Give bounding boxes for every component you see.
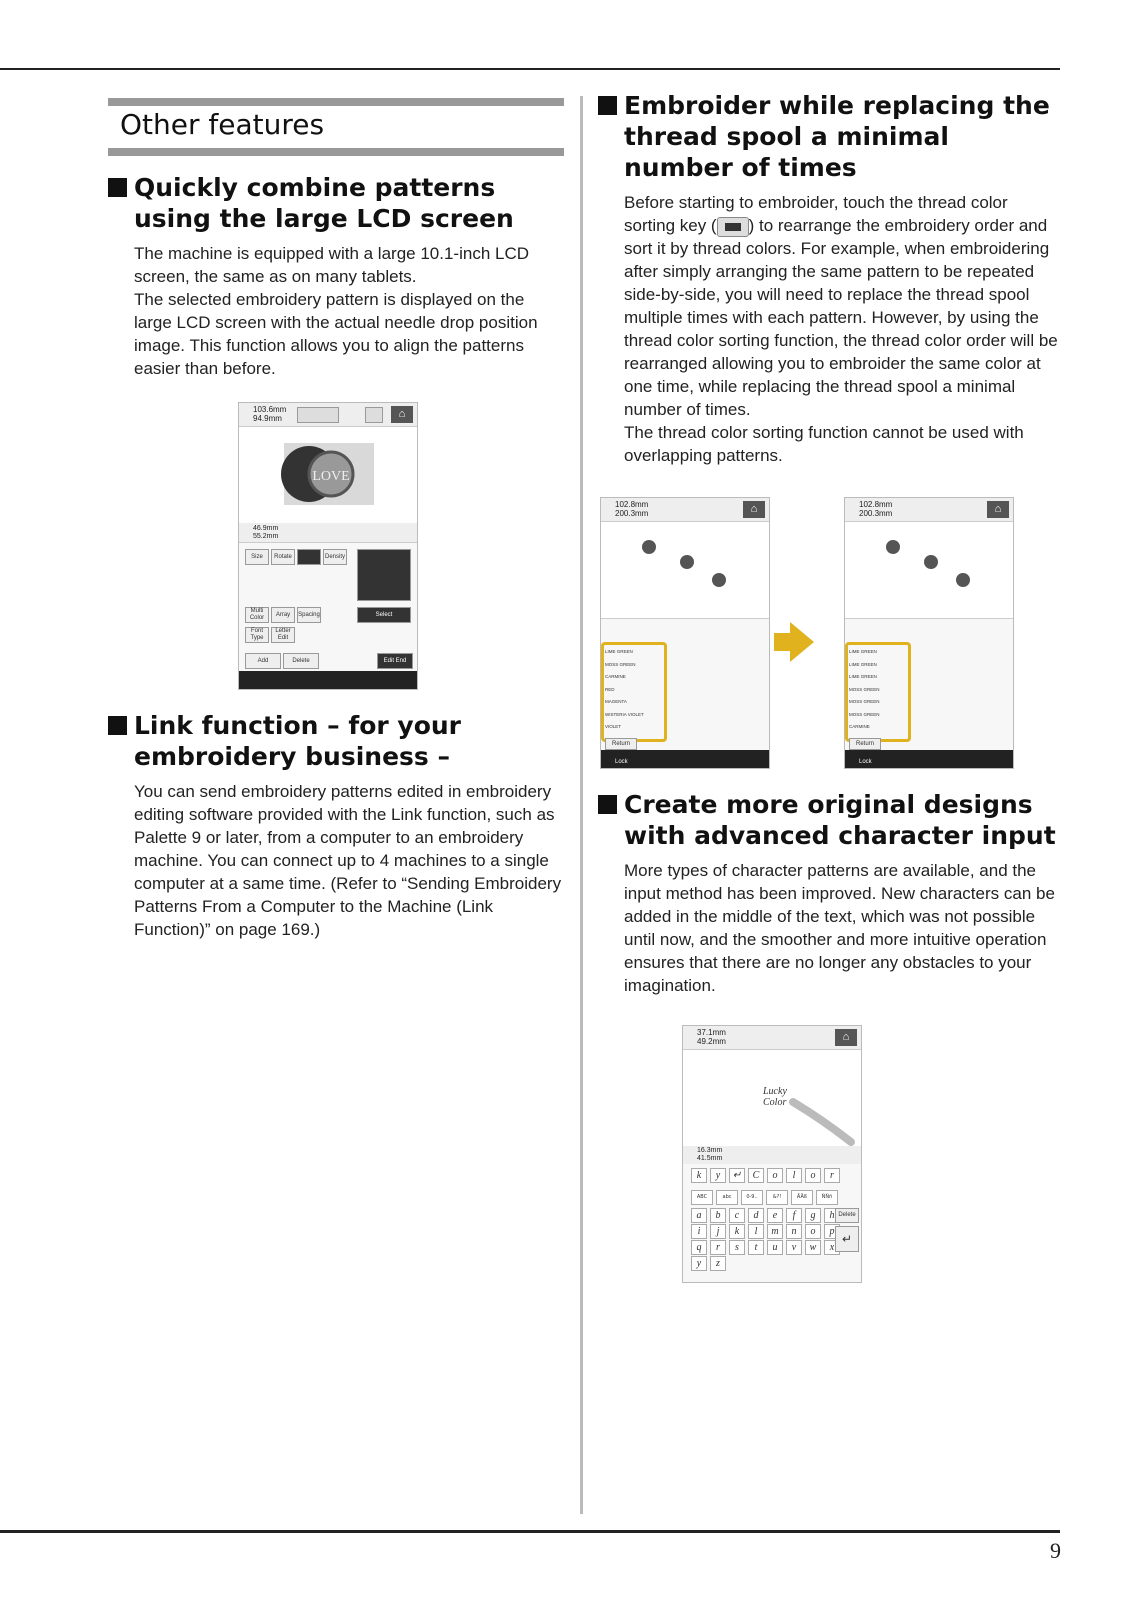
character-type-tab[interactable]: ABC bbox=[691, 1190, 713, 1205]
keyboard-key[interactable]: c bbox=[729, 1208, 745, 1223]
enter-key[interactable]: ↵ bbox=[835, 1226, 859, 1252]
embroidery-canvas[interactable] bbox=[683, 1050, 861, 1147]
keyboard-key[interactable]: l bbox=[748, 1224, 764, 1239]
size-width: 102.8mm bbox=[859, 500, 893, 509]
input-character[interactable]: o bbox=[805, 1168, 821, 1183]
size-width: 102.8mm bbox=[615, 500, 649, 509]
pattern-preview bbox=[239, 427, 417, 523]
design-text: LOVE bbox=[312, 469, 350, 484]
keyboard-key[interactable]: z bbox=[710, 1256, 726, 1271]
home-icon[interactable]: ⌂ bbox=[391, 406, 413, 423]
array-key[interactable]: Array bbox=[271, 607, 295, 623]
keyboard-key[interactable]: v bbox=[786, 1240, 802, 1255]
heading-link-function bbox=[108, 710, 564, 772]
frame-icon[interactable] bbox=[297, 407, 339, 423]
return-key[interactable]: Return bbox=[605, 738, 637, 750]
thread-color-sorting-key-icon bbox=[717, 217, 749, 237]
density-key[interactable]: Density bbox=[323, 549, 347, 565]
position-x: 46.9mm bbox=[253, 525, 279, 532]
keyboard-key[interactable]: x bbox=[824, 1240, 840, 1255]
input-character[interactable]: k bbox=[691, 1168, 707, 1183]
heading-text: Link function – for your embroidery business – bbox=[134, 711, 462, 771]
text-input-line[interactable] bbox=[691, 1168, 840, 1183]
color-item[interactable]: VIOLET bbox=[605, 724, 622, 729]
position-y: 55.2mm bbox=[253, 533, 279, 540]
screen-after-sort bbox=[844, 497, 1014, 769]
bullet-square bbox=[598, 96, 617, 115]
heading-thread-spool bbox=[598, 90, 1058, 183]
screen-header bbox=[845, 498, 1013, 522]
size-key[interactable]: Size bbox=[245, 549, 269, 565]
banner-bar-top bbox=[108, 98, 564, 106]
keyboard-key[interactable]: d bbox=[748, 1208, 764, 1223]
paragraph-line: The machine is equipped with a large 10.1-inch LCD screen, the same as on many tablets. bbox=[134, 244, 530, 286]
size-height: 94.9mm bbox=[253, 414, 282, 423]
input-character[interactable]: ↵ bbox=[729, 1168, 745, 1183]
character-type-tab[interactable]: abc bbox=[716, 1190, 738, 1205]
paragraph-character-input bbox=[624, 859, 1058, 997]
keyboard-key[interactable]: p bbox=[824, 1224, 840, 1239]
lcd-edit-screen-figure bbox=[108, 402, 564, 702]
keyboard-key[interactable]: m bbox=[767, 1224, 783, 1239]
screen-header bbox=[239, 403, 417, 427]
text-preview bbox=[683, 1050, 861, 1146]
keyboard-key[interactable]: j bbox=[710, 1224, 726, 1239]
screen-footer-bar bbox=[601, 750, 769, 768]
input-character[interactable]: C bbox=[748, 1168, 764, 1183]
add-key[interactable]: Add bbox=[245, 653, 281, 669]
mirror-key[interactable] bbox=[297, 549, 321, 565]
arrow-right-icon bbox=[790, 622, 814, 662]
color-item[interactable]: MOSS GREEN bbox=[849, 699, 880, 704]
input-character[interactable]: l bbox=[786, 1168, 802, 1183]
canvas-text-1: Lucky bbox=[763, 1086, 787, 1097]
letter-edit-key[interactable]: Letter Edit bbox=[271, 627, 295, 643]
heading-character-input bbox=[598, 789, 1058, 851]
embroidery-canvas[interactable] bbox=[601, 522, 769, 619]
paragraph-link-function bbox=[134, 780, 564, 941]
settings-icon[interactable] bbox=[365, 407, 383, 423]
lcd-screen bbox=[238, 402, 418, 690]
keyboard-key[interactable]: w bbox=[805, 1240, 821, 1255]
input-character[interactable]: y bbox=[710, 1168, 726, 1183]
character-type-tab[interactable]: ÄÄß bbox=[791, 1190, 813, 1205]
position-x: 16.3mm bbox=[697, 1147, 723, 1154]
character-input-figure bbox=[598, 1025, 1058, 1295]
bullet-square bbox=[598, 795, 617, 814]
return-key[interactable]: Return bbox=[849, 738, 881, 750]
paragraph-thread-spool bbox=[624, 191, 1058, 467]
home-icon[interactable]: ⌂ bbox=[987, 501, 1009, 518]
heading-text: Quickly combine patterns using the large LCD screen bbox=[134, 173, 514, 233]
size-height: 200.3mm bbox=[615, 509, 649, 518]
color-item[interactable]: WISTERIA VIOLET bbox=[605, 711, 644, 717]
character-tab-row bbox=[691, 1190, 838, 1205]
keyboard-key[interactable]: e bbox=[767, 1208, 783, 1223]
flower-pattern-preview bbox=[601, 522, 769, 618]
home-icon[interactable]: ⌂ bbox=[835, 1029, 857, 1046]
keyboard-row-4 bbox=[691, 1256, 726, 1271]
input-character[interactable]: r bbox=[824, 1168, 840, 1183]
top-rule bbox=[0, 68, 1060, 70]
paragraph-line: More types of character patterns are available, and the input method has been improved. New characters can be added in the middle of the text, which was not possible until now, and the smoother and more intuitive operation ensures that there are no longer any obstacles to your imagination. bbox=[624, 861, 1055, 995]
color-item[interactable]: LIME GREEN bbox=[849, 661, 877, 667]
font-type-key[interactable]: Font Type bbox=[245, 627, 269, 643]
text-after-key: ) to rearrange the embroidery order and sort it by thread colors. For example, when embroidering after simply arranging the same pattern to be repeated side-by-side, you will need to replace the thread spool multiple times with each pattern. However, by using the thread color sorting function, the thread color order will be rearranged allowing you to embroider the same color at one time, while replacing the thread spool a minimal number of times. bbox=[624, 216, 1058, 419]
page-number: 9 bbox=[1050, 1538, 1061, 1563]
color-item[interactable]: MOSS GREEN bbox=[605, 661, 636, 667]
column-divider bbox=[580, 96, 583, 1514]
spacing-key[interactable]: Spacing bbox=[297, 607, 321, 623]
color-item[interactable]: RED bbox=[605, 686, 615, 692]
heading-text: Create more original designs with advanced character input bbox=[624, 790, 1056, 850]
keyboard-key[interactable]: u bbox=[767, 1240, 783, 1255]
color-item[interactable]: LIME GREEN bbox=[849, 649, 877, 654]
color-item[interactable]: LIME GREEN bbox=[605, 649, 633, 654]
banner-bar-bottom bbox=[108, 148, 564, 156]
paragraph-line: The thread color sorting function cannot be used with overlapping patterns. bbox=[624, 423, 1024, 465]
keyboard-row-3 bbox=[691, 1240, 840, 1255]
character-input-screen bbox=[682, 1025, 862, 1283]
keyboard-key[interactable]: f bbox=[786, 1208, 802, 1223]
keyboard-key[interactable]: n bbox=[786, 1224, 802, 1239]
right-column bbox=[598, 90, 1058, 1295]
keyboard-key[interactable]: s bbox=[729, 1240, 745, 1255]
select-key[interactable]: Select bbox=[357, 607, 411, 623]
position-readout bbox=[239, 523, 417, 543]
size-height: 200.3mm bbox=[859, 509, 893, 518]
paragraph-line: The selected embroidery pattern is displayed on the large LCD screen with the actual needle drop position image. This function allows you to align the patterns easier than before. bbox=[134, 290, 538, 378]
keyboard-row-1 bbox=[691, 1208, 840, 1223]
flower-pattern-preview bbox=[845, 522, 1013, 618]
keyboard-key[interactable]: b bbox=[710, 1208, 726, 1223]
left-column bbox=[108, 98, 564, 941]
keyboard-key[interactable]: h bbox=[824, 1208, 840, 1223]
lock-label[interactable]: Lock bbox=[859, 759, 872, 765]
keyboard-key[interactable]: k bbox=[729, 1224, 745, 1239]
character-type-tab[interactable]: &?! bbox=[766, 1190, 788, 1205]
input-character[interactable]: o bbox=[767, 1168, 783, 1183]
thread-sort-figure bbox=[598, 497, 1058, 779]
arrow-pad[interactable] bbox=[357, 549, 411, 601]
lock-label[interactable]: Lock bbox=[615, 759, 628, 765]
screen-header bbox=[683, 1026, 861, 1050]
multi-color-key[interactable]: Multi Color bbox=[245, 607, 269, 623]
color-item[interactable]: MOSS GREEN bbox=[849, 711, 880, 717]
home-icon[interactable]: ⌂ bbox=[743, 501, 765, 518]
keyboard-key[interactable]: y bbox=[691, 1256, 707, 1271]
paragraph-line bbox=[624, 191, 1058, 421]
keyboard-key[interactable]: g bbox=[805, 1208, 821, 1223]
keyboard-key[interactable]: q bbox=[691, 1240, 707, 1255]
color-item[interactable]: LIME GREEN bbox=[849, 674, 877, 679]
bullet-square bbox=[108, 716, 127, 735]
bottom-rule bbox=[0, 1530, 1060, 1533]
keyboard-key[interactable]: a bbox=[691, 1208, 707, 1223]
section-banner bbox=[108, 98, 564, 156]
keyboard-key[interactable]: t bbox=[748, 1240, 764, 1255]
keyboard-key[interactable]: i bbox=[691, 1224, 707, 1239]
highlight-box bbox=[845, 642, 911, 742]
color-item[interactable]: MOSS GREEN bbox=[849, 686, 880, 692]
embroidery-canvas[interactable] bbox=[239, 427, 417, 524]
size-width: 37.1mm bbox=[697, 1028, 726, 1037]
screen-before-sort bbox=[600, 497, 770, 769]
screen-footer-bar bbox=[845, 750, 1013, 768]
keyboard-key[interactable]: r bbox=[710, 1240, 726, 1255]
keyboard-row-2 bbox=[691, 1224, 840, 1239]
text-before-key: Before starting to embroider, touch the thread color sorting key ( bbox=[624, 193, 1008, 235]
color-item[interactable]: CARMINE bbox=[849, 724, 870, 729]
keyboard-key[interactable]: o bbox=[805, 1224, 821, 1239]
banner-title: Other features bbox=[120, 108, 325, 141]
color-item[interactable]: MAGENTA bbox=[605, 699, 627, 704]
screen-header bbox=[601, 498, 769, 522]
heading-text: Embroider while replacing the thread spool a minimal number of times bbox=[624, 91, 1050, 182]
character-type-tab[interactable]: 0-9.. bbox=[741, 1190, 763, 1205]
bullet-square bbox=[108, 178, 127, 197]
embroidery-canvas[interactable] bbox=[845, 522, 1013, 619]
paragraph-line: You can send embroidery patterns edited in embroidery editing software provided with the Link function, such as Palette 9 or later, from a computer to an embroidery machine. You can connect up to 4 machines to a single computer at a same time. (Refer to “Sending Embroidery Patterns From a Computer to the Machine (Link Function)” on page 169.) bbox=[134, 782, 562, 939]
size-width: 103.6mm bbox=[253, 405, 287, 414]
position-readout bbox=[683, 1146, 861, 1164]
size-height: 49.2mm bbox=[697, 1037, 726, 1046]
delete-key[interactable]: Delete bbox=[283, 653, 319, 669]
color-item[interactable]: CARMINE bbox=[605, 674, 626, 679]
screen-footer-bar bbox=[239, 671, 417, 689]
paragraph-quick-combine bbox=[134, 242, 564, 380]
delete-key[interactable]: Delete bbox=[835, 1208, 859, 1223]
heading-quick-combine bbox=[108, 172, 564, 234]
character-type-tab[interactable]: ÑÑñ bbox=[816, 1190, 838, 1205]
rotate-key[interactable]: Rotate bbox=[271, 549, 295, 565]
edit-end-key[interactable]: Edit End bbox=[377, 653, 413, 669]
highlight-box bbox=[601, 642, 667, 742]
canvas-text-2: Color bbox=[763, 1097, 787, 1108]
position-y: 41.5mm bbox=[697, 1155, 723, 1162]
